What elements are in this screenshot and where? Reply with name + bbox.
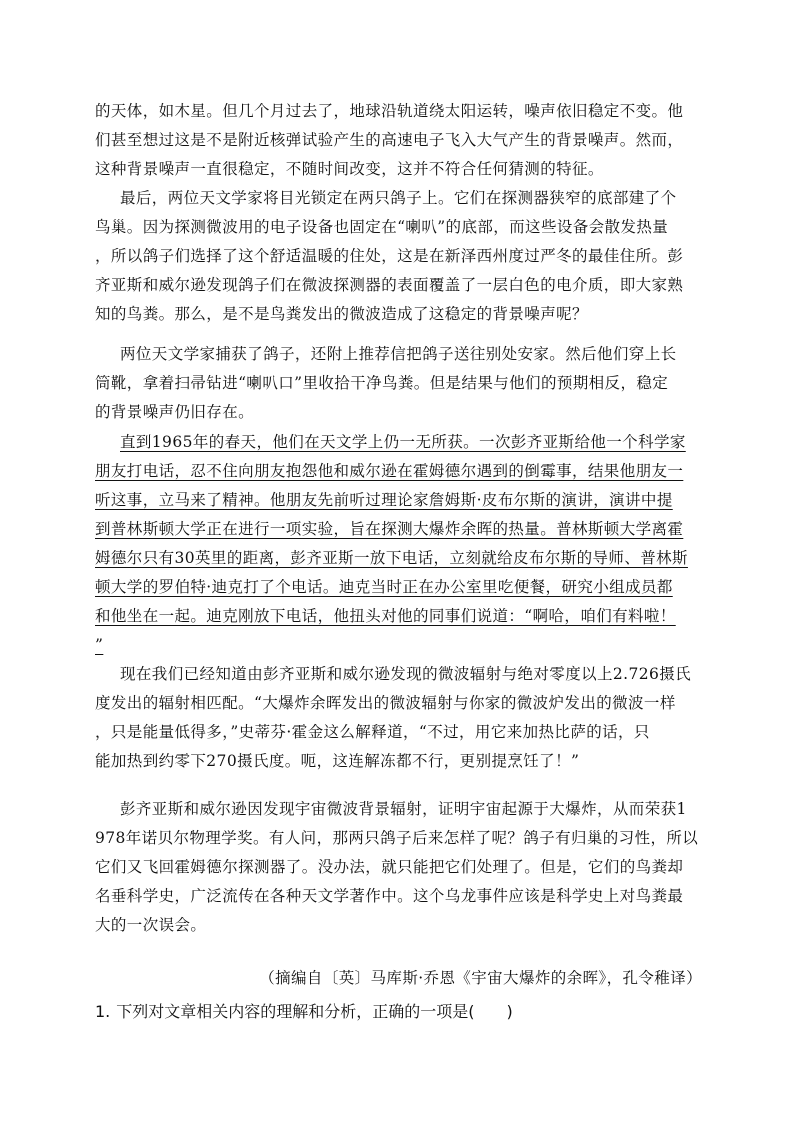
question-number: 1.	[95, 1002, 111, 1021]
text-line: 两位天文学家捕获了鸽子，还附上推荐信把鸽子送往别处安家。然后他们穿上长	[120, 345, 677, 363]
underlined-text-line: 朋友打电话，忍不住向朋友抱怨他和威尔逊在霍姆德尔遇到的倒霉事，结果他朋友一	[95, 462, 684, 480]
source-attribution: （摘编自〔英〕马库斯·乔恩《宇宙大爆炸的余晖》，孔令稚译）	[259, 969, 702, 987]
text-line: 的天体，如木星。但几个月过去了，地球沿轨道绕太阳运转，噪声依旧稳定不变。他	[95, 102, 684, 120]
text-line: 名垂科学史，广泛流传在各种天文学著作中。这个乌龙事件应该是科学史上对鸟粪最	[95, 887, 684, 905]
question-text: 下列对文章相关内容的理解和分析，正确的一项是( )	[116, 1002, 513, 1021]
text-line: 知的鸟粪。那么，是不是鸟粪发出的微波造成了这稳定的背景噪声呢？	[95, 305, 588, 323]
underlined-text-line: 到普林斯顿大学正在进行一项实验，旨在探测大爆炸余晖的热量。普林斯顿大学离霍	[95, 520, 684, 538]
text-line: 它们又飞回霍姆德尔探测器了。没办法，就只能把它们处理了。但是，它们的鸟粪却	[95, 858, 684, 876]
text-line: 现在我们已经知道由彭齐亚斯和威尔逊发现的微波辐射与绝对零度以上2.726摄氏	[120, 665, 692, 683]
underlined-text-line: 听这事，立马来了精神。他朋友先前听过理论家詹姆斯·皮布尔斯的演讲，演讲中提	[95, 491, 673, 509]
text-line: 鸟巢。因为探测微波用的电子设备也固定在“喇叭”的底部，而这些设备会散发热量	[95, 218, 669, 236]
question-1	[95, 998, 700, 1026]
text-line: ，所以鸽子们选择了这个舒适温暖的住处，这是在新泽西州度过严冬的最佳住所。彭	[95, 247, 684, 265]
text-line: 的背景噪声仍旧存在。	[95, 403, 255, 421]
underlined-text-line: 直到1965年的春天，他们在天文学上仍一无所获。一次彭齐亚斯给他一个科学家	[120, 433, 686, 451]
text-line: 们甚至想过这是不是附近核弹试验产生的高速电子飞入大气产生的背景噪声。然而，	[95, 131, 684, 149]
underlined-text-line: ”	[95, 636, 104, 654]
text-line: 最后，两位天文学家将目光锁定在两只鸽子上。它们在探测器狭窄的底部建了个	[120, 189, 677, 207]
text-line: 978年诺贝尔物理学奖。有人问，那两只鸽子后来怎样了呢？鸽子有归巢的习性，所以	[95, 829, 699, 847]
text-line: 能加热到约零下270摄氏度。呃，这连解冻都不行，更别提烹饪了！”	[95, 752, 580, 770]
text-line: 大的一次误会。	[95, 916, 207, 934]
text-line: 筒靴，拿着扫帚钻进“喇叭口”里收拾干净鸟粪。但是结果与他们的预期相反，稳定	[95, 374, 669, 392]
underlined-text-line: 和他坐在一起。迪克刚放下电话，他扭头对他的同事们说道：“啊哈，咱们有料啦！	[95, 607, 676, 625]
underlined-text-line: 姆德尔只有30英里的距离，彭齐亚斯一放下电话，立刻就给皮布尔斯的导师、普林斯	[95, 549, 688, 567]
text-line: 这种背景噪声一直很稳定，不随时间改变，这并不符合任何猜测的特征。	[95, 160, 604, 178]
text-line: 度发出的辐射相匹配。“大爆炸余晖发出的微波辐射与你家的微波炉发出的微波一样	[95, 694, 676, 712]
text-line: 齐亚斯和威尔逊发现鸽子们在微波探测器的表面覆盖了一层白色的电介质，即大家熟	[95, 276, 684, 294]
text-line: 彭齐亚斯和威尔逊因发现宇宙微波背景辐射，证明宇宙起源于大爆炸，从而荣获1	[120, 800, 687, 818]
text-line: ，只是能量低得多，”史蒂芬·霍金这么解释道，“不过，用它来加热比萨的话，只	[95, 723, 650, 741]
underlined-text-line: 顿大学的罗伯特·迪克打了个电话。迪克当时正在办公室里吃便餐，研究小组成员都	[95, 578, 673, 596]
